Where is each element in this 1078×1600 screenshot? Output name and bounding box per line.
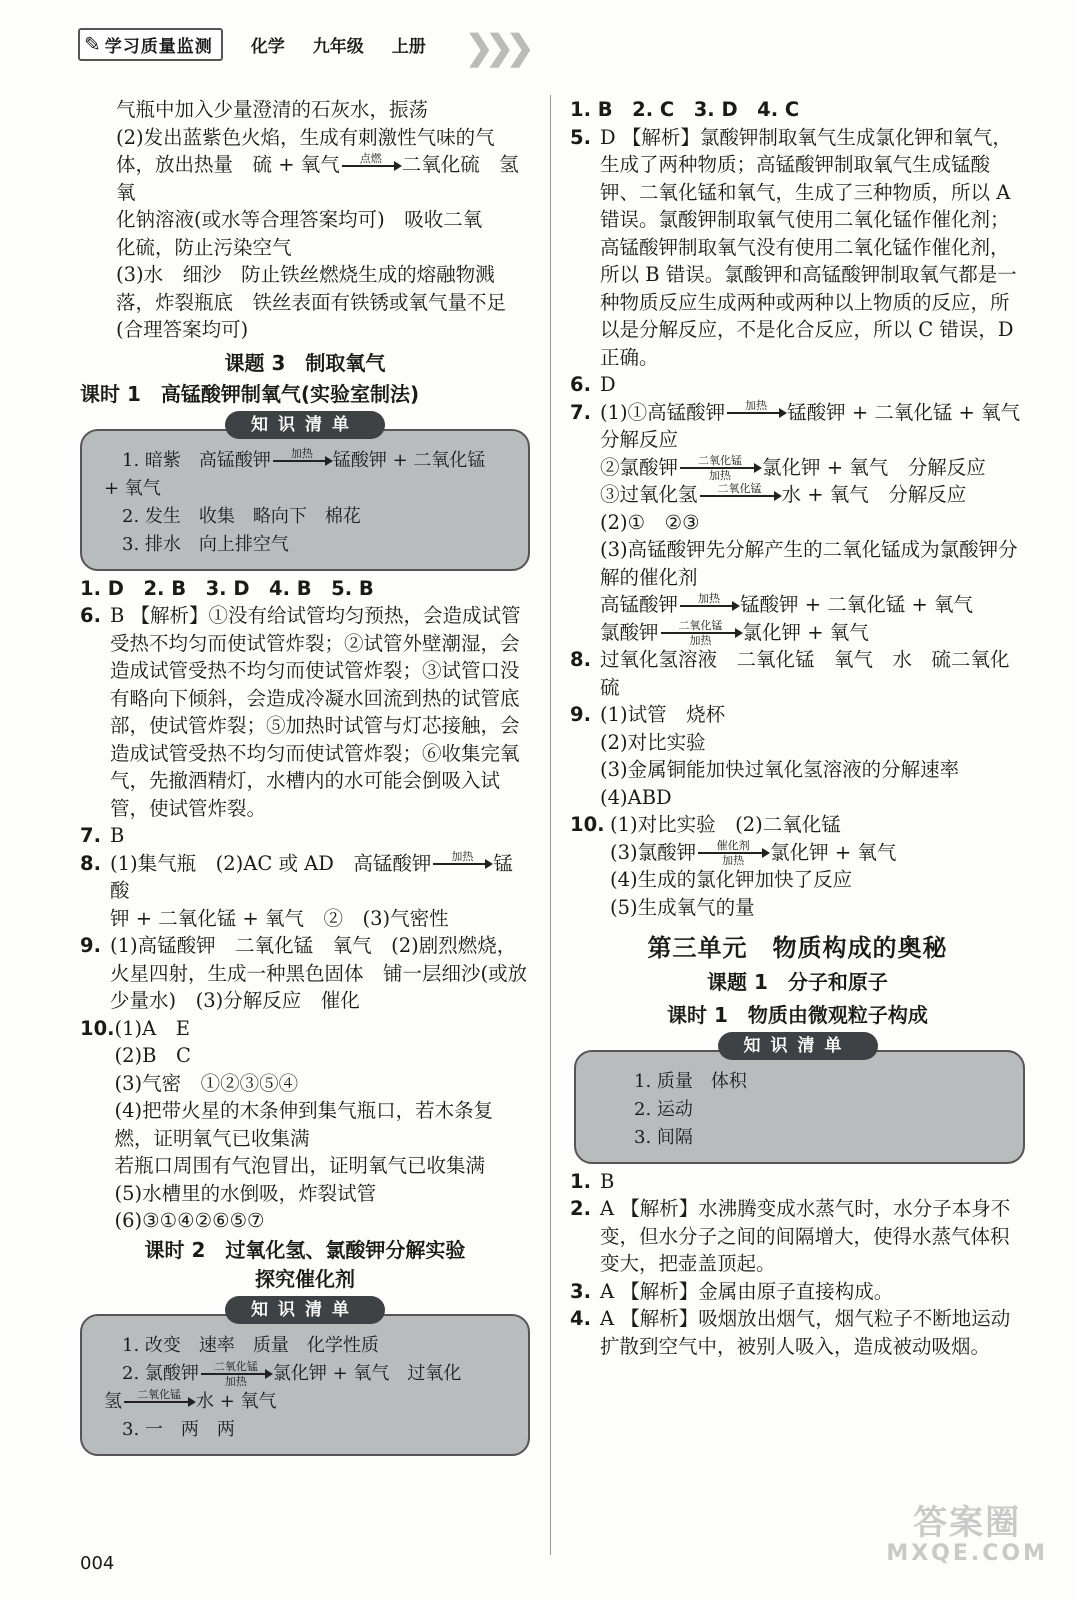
box-text: 1. 质量 体积 — [634, 1070, 747, 1092]
reaction-arrow — [680, 593, 738, 619]
lesson-heading: 课题 3 制取氧气 — [224, 350, 386, 375]
equation-line — [600, 619, 1025, 647]
box-line — [104, 1416, 510, 1444]
answer-text: D — [600, 373, 616, 396]
question-number: 5. — [570, 125, 591, 149]
answer-item — [570, 646, 1025, 701]
answer-item — [570, 371, 1025, 399]
question-number: 7. — [80, 824, 101, 847]
eq-products: 氯化钾 + 氧气 — [742, 620, 869, 644]
answer-text: A 【解析】吸烟放出烟气，烟气粒子不断地运动扩散到空气中，被别人吸入，造成被动吸烟。 — [600, 1307, 1011, 1358]
box-line — [104, 503, 510, 531]
equation-line — [600, 481, 1025, 509]
reaction-arrow — [342, 153, 400, 179]
class-heading-cont: 探究催化剂 — [255, 1267, 355, 1291]
arrow-condition: 二氧化锰 — [698, 454, 743, 467]
left-column — [80, 96, 530, 1456]
equation-line — [600, 399, 1025, 427]
sub-answer: (3)高锰酸钾先分解产生的二氧化锰成为氯酸钾分解的催化剂 — [600, 538, 1018, 589]
arrow-condition: 二氧化锰 — [213, 1359, 258, 1373]
header-meta — [251, 32, 426, 57]
header-volume: 上册 — [391, 36, 426, 57]
lesson-heading: 课题 1 分子和原子 — [707, 969, 888, 994]
box-text: 3. 排水 向上排空气 — [122, 533, 289, 555]
sub-answer: 燃，证明氧气已收集满 — [114, 1126, 310, 1150]
class-heading: 课时 1 高锰酸钾制氧气(实验室制法) — [80, 382, 420, 406]
question-number: 6. — [570, 373, 591, 396]
class-heading: 课时 1 物质由微观粒子构成 — [667, 1003, 928, 1027]
eq-products: 二氧化硫 氢氧 — [116, 153, 519, 204]
text-line: 落，炸裂瓶底 铁丝表面有铁锈或氧气量不足 — [116, 290, 507, 314]
eq-reactants: (3)氯酸钾 — [610, 840, 697, 864]
eq-products: 氯化钾 + 氧气 分解反应 — [762, 455, 986, 479]
reaction-arrow — [433, 851, 491, 877]
arrow-condition: 二氧化锰 — [678, 619, 723, 632]
text-line: (3)水 细沙 防止铁丝燃烧生成的熔融物溅 — [116, 263, 495, 286]
answer-text: A 【解析】金属由原子直接构成。 — [600, 1279, 894, 1303]
answer-item — [80, 932, 530, 1015]
question-number: 1. — [570, 1169, 591, 1193]
sub-answer: (4)ABD — [600, 785, 672, 809]
question-number: 8. — [570, 648, 591, 671]
class-heading: 课时 2 过氧化氢、氯酸钾分解实验 — [144, 1237, 466, 1262]
answer-item — [570, 1305, 1025, 1360]
arrow-condition: 催化剂 — [716, 839, 750, 852]
answer-item — [570, 399, 1025, 647]
arrow-condition: 二氧化锰 — [137, 1387, 181, 1401]
right-column — [570, 96, 1025, 1360]
sub-answer: 分解反应 — [600, 428, 679, 451]
answer-row — [570, 96, 1025, 124]
watermark-line1: 答案圈 — [913, 1503, 1022, 1543]
arrow-condition: 加热 — [745, 399, 768, 412]
equation-line — [80, 151, 530, 206]
knowledge-box — [80, 1314, 530, 1456]
answer-item — [570, 1168, 1025, 1196]
sub-answer: (1)A E — [114, 1016, 190, 1040]
box-text: 1. 改变 速率 质量 化学性质 — [122, 1334, 379, 1356]
answer-text: B — [110, 824, 125, 847]
question-number: 7. — [570, 400, 591, 424]
header-grade: 九年级 — [312, 36, 364, 57]
question-number: 9. — [570, 703, 591, 726]
sub-answer: (5)生成氧气的量 — [610, 895, 755, 919]
arrow-condition: 加热 — [224, 1374, 247, 1388]
answer-item — [80, 822, 530, 850]
eq-reactants: 体，放出热量 硫 + 氧气 — [116, 153, 340, 176]
answer-text: (1)高锰酸钾 二氧化锰 氧气 (2)剧烈燃烧，火星四射，生成一种黑色固体 铺一层细沙(或放少量水) (3)分解反应 催化 — [110, 934, 528, 1012]
pen-icon: ✎ — [84, 32, 101, 56]
eq-products: 水 + 氧气 分解反应 — [781, 483, 967, 506]
answer-text — [600, 399, 1025, 647]
arrow-condition: 点燃 — [359, 151, 382, 165]
arrow-condition: 加热 — [451, 850, 474, 863]
eq-reactants: 高锰酸钾 — [600, 593, 679, 616]
eq-products: 氯化钾 + 氧气 过氧化 — [272, 1362, 462, 1384]
box-line — [598, 1096, 1005, 1124]
answer-text — [600, 701, 1025, 811]
box-line — [598, 1068, 1005, 1096]
answer-item — [80, 850, 530, 933]
knowledge-box — [80, 429, 530, 571]
page-header — [78, 26, 426, 62]
question-number: 8. — [80, 851, 101, 875]
answer-text: D 【解析】氯酸钾制取氧气生成氯化钾和氧气，生成了两种物质；高锰酸钾制取氧气生成锰酸钾、二氧化锰和氧气，生成了三种物质，所以 A 错误。氯酸钾制取氧气使用二氧化锰作催化剂；高锰酸钾制取氧气没有使用二氧化锰作催化剂，所以 B 错误。氯酸钾和高锰酸钾制取氧气都是一种物质反应生成两种或两种以上物质的反应，所以是分解反应，不是化合反应，所以 C 错误，D 正确。 — [600, 125, 1017, 369]
header-title: 学习质量监测 — [104, 36, 213, 57]
sub-answer: (3)金属铜能加快过氧化氢溶液的分解速率 — [600, 758, 960, 781]
box-line — [104, 1360, 510, 1388]
knowledge-box — [574, 1050, 1025, 1164]
answer-item — [570, 1195, 1025, 1278]
sub-answer: (1)对比实验 (2)二氧化锰 — [610, 813, 841, 836]
knowledge-list-tag: 知识清单 — [718, 1032, 878, 1060]
arrow-condition: 加热 — [689, 634, 712, 647]
eq-reactants: (1)①高锰酸钾 — [600, 400, 726, 424]
answer-text: A 【解析】水沸腾变成水蒸气时，水分子本身不变，但水分子之间的间隔增大，使得水蒸气体积变大，把壶盖顶起。 — [600, 1197, 1011, 1275]
arrow-condition: 加热 — [722, 854, 745, 867]
unit-heading: 第三单元 物质构成的奥秘 — [647, 934, 948, 962]
answer-text — [610, 811, 1025, 921]
sub-answer: (4)把带火星的木条伸到集气瓶口，若木条复 — [114, 1099, 494, 1122]
answer-text: B 【解析】①没有给试管均匀预热，会造成试管受热不均匀而使试管炸裂；②试管外壁潮湿，会造成试管受热不均匀而使试管炸裂；③试管口没有略向下倾斜，会造成冷凝水回流到热的试管底部，使试管炸裂；⑤加热时试管与灯芯接触，会造成试管受热不均匀而使试管炸裂；⑥收集完氧气，先撤酒精灯，水槽内的水可能会倒吸入试管，使试管炸裂。 — [110, 604, 521, 820]
sub-answer: (6)③①④②⑥⑤⑦ — [114, 1209, 265, 1232]
eq-products: 锰酸钾 + 二氧化锰 + 氧气 — [740, 593, 973, 616]
eq-reactants: 氢 — [104, 1390, 122, 1412]
text-line: (合理答案均可) — [116, 318, 249, 341]
answer-text: B — [600, 1169, 615, 1193]
question-number: 6. — [80, 604, 101, 627]
question-number: 10. — [80, 1016, 115, 1040]
reaction-arrow — [273, 448, 331, 474]
answer-text — [115, 1015, 530, 1235]
answer-item — [570, 124, 1025, 372]
knowledge-list-tag: 知识清单 — [225, 1296, 385, 1324]
question-number: 4. — [570, 1307, 591, 1330]
equation-line — [610, 839, 1025, 867]
answer-item — [80, 1015, 530, 1235]
sub-answer: (5)水槽里的水倒吸，炸裂试管 — [114, 1181, 377, 1205]
reaction-arrow — [698, 840, 768, 866]
reaction-arrow — [661, 620, 741, 646]
answer-item — [570, 811, 1025, 921]
reaction-arrow — [124, 1389, 194, 1415]
answer-item — [570, 1278, 1025, 1306]
text-line: (2)发出蓝紫色火焰，生成有刺激性气味的气 — [116, 125, 495, 149]
arrow-condition: 加热 — [290, 446, 313, 460]
question-number: 9. — [80, 934, 101, 957]
arrow-condition: 加热 — [709, 469, 732, 482]
eq-reactants: 1. 暗紫 高锰酸钾 — [122, 449, 271, 471]
eq-products: 水 + 氧气 — [196, 1390, 277, 1412]
eq-products: 锰酸 — [110, 851, 513, 902]
eq-reactants: (1)集气瓶 (2)AC 或 AD 高锰酸钾 — [110, 851, 432, 875]
answer-row-text: 1. B 2. C 3. D 4. C — [570, 98, 800, 121]
eq-reactants: 2. 氯酸钾 — [122, 1362, 199, 1384]
answer-text-cont: 钾 + 二氧化锰 + 氧气 ② (3)气密性 — [110, 906, 449, 930]
eq-products: 氯化钾 + 氧气 — [770, 840, 897, 864]
answer-item — [80, 602, 530, 822]
reaction-arrow — [680, 455, 760, 481]
arrow-condition: 二氧化锰 — [717, 481, 762, 495]
sub-answer: (1)试管 烧杯 — [600, 703, 726, 726]
answer-row-text: 1. D 2. B 3. D 4. B 5. B — [80, 576, 374, 600]
answer-row — [80, 575, 530, 603]
text-line: 气瓶中加入少量澄清的石灰水，振荡 — [116, 98, 429, 121]
box-text: 3. 一 两 两 — [122, 1418, 235, 1440]
eq-products: 锰酸钾 + 二氧化锰 + 氧气 — [787, 400, 1021, 424]
knowledge-list-tag: 知识清单 — [225, 411, 385, 439]
column-divider — [550, 95, 551, 1555]
question-number: 3. — [570, 1279, 591, 1303]
header-subject: 化学 — [250, 36, 285, 57]
equation-line — [600, 454, 1025, 482]
box-text: 2. 发生 收集 略向下 棉花 — [122, 505, 361, 527]
sub-answer: 若瓶口周围有气泡冒出，证明氧气已收集满 — [114, 1154, 486, 1177]
box-text: 2. 运动 — [634, 1098, 693, 1120]
question-number: 2. — [570, 1197, 591, 1220]
sub-answer: (2)B C — [114, 1044, 191, 1067]
sub-answer: (2)对比实验 — [600, 730, 706, 754]
sub-answer: (2)① ②③ — [600, 510, 700, 534]
answer-item — [570, 701, 1025, 811]
answer-text — [110, 850, 530, 933]
answer-text: 过氧化氢溶液 二氧化锰 氧气 水 硫二氧化硫 — [600, 648, 1010, 699]
watermark — [886, 1505, 1048, 1567]
box-line — [104, 1388, 510, 1416]
box-line — [104, 531, 510, 559]
box-text: 3. 间隔 — [634, 1126, 693, 1148]
header-title-box — [78, 28, 223, 61]
reaction-arrow — [700, 483, 780, 509]
watermark-line2: MXQE.COM — [886, 1541, 1048, 1567]
sub-answer: (3)气密 ①②③⑤④ — [114, 1071, 299, 1095]
box-line — [104, 447, 510, 475]
box-line: + 氧气 — [104, 477, 161, 499]
box-line — [598, 1124, 1005, 1152]
text-line: 化钠溶液(或水等合理答案均可) 吸收二氧 — [116, 208, 483, 231]
text-line: 化硫，防止污染空气 — [116, 235, 292, 259]
question-number: 10. — [570, 813, 605, 836]
arrow-condition: 加热 — [698, 591, 721, 605]
equation-line — [600, 591, 1025, 619]
reaction-arrow — [201, 1361, 271, 1387]
chevron-decoration-icon: ❯❯❯ — [465, 28, 527, 68]
box-line — [104, 1332, 510, 1360]
eq-reactants: 氯酸钾 — [600, 620, 659, 644]
eq-reactants: ③过氧化氢 — [600, 483, 698, 506]
eq-products: 锰酸钾 + 二氧化锰 — [332, 449, 486, 471]
reaction-arrow — [727, 400, 785, 426]
eq-reactants: ②氯酸钾 — [600, 455, 679, 479]
page-number: 004 — [80, 1553, 115, 1574]
sub-answer: (4)生成的氯化钾加快了反应 — [610, 868, 853, 891]
